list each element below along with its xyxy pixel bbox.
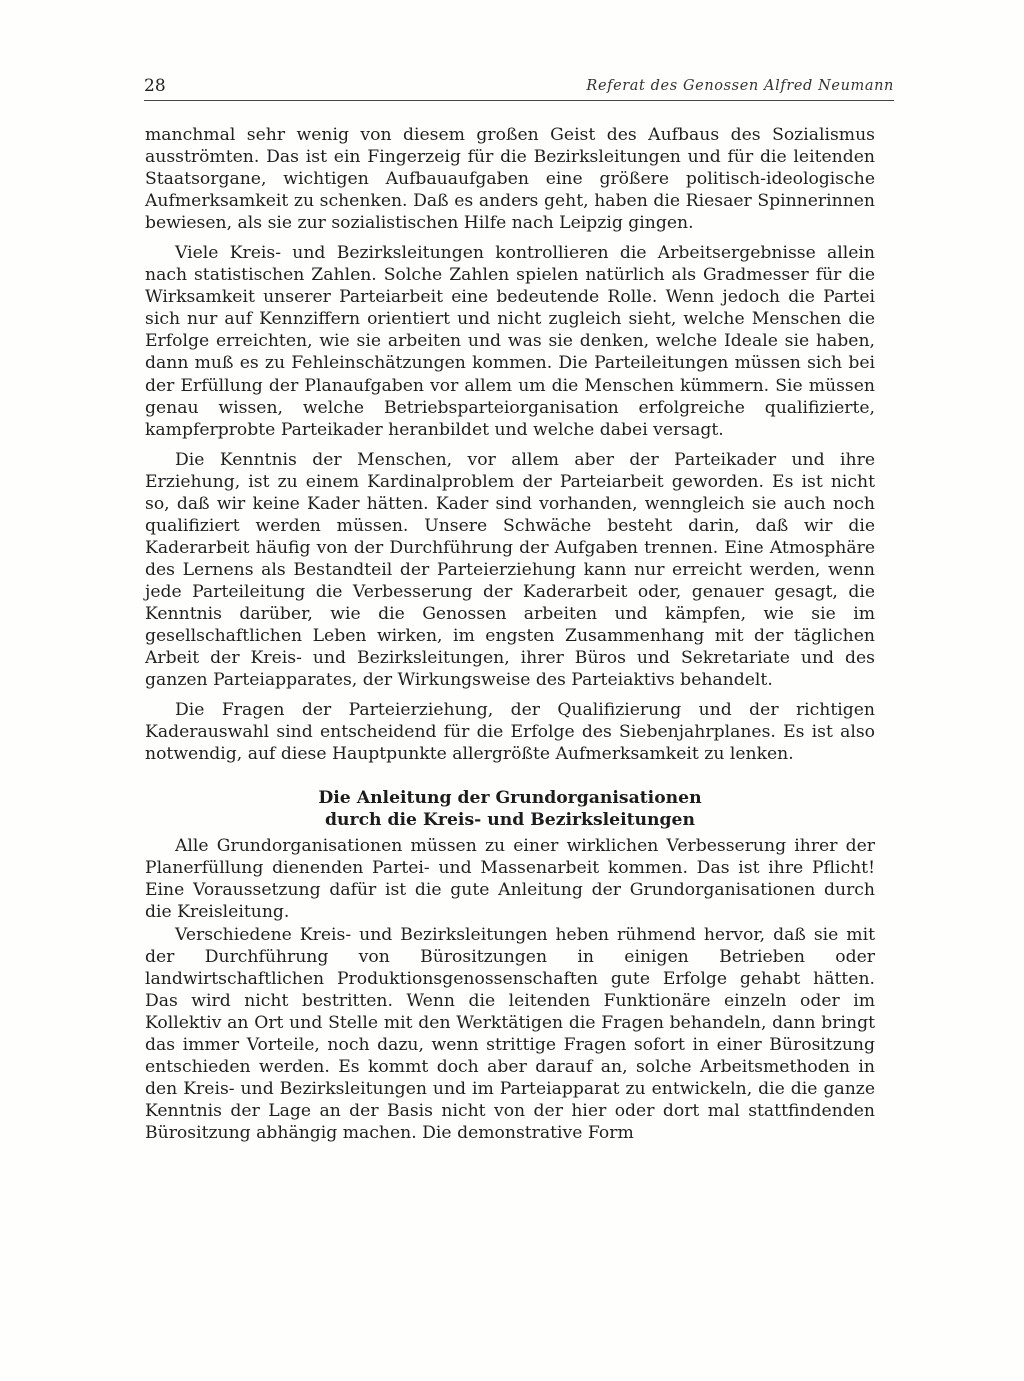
paragraph-2: Viele Kreis- und Bezirksleitungen kontrollieren die Arbeitsergebnisse allein nach statistischen Zahlen. Solche Zahlen spielen natürlich als Gradmesser für die Wirksamkeit unserer Parteiarbeit eine bedeutende Rolle. Wenn jedoch die Partei sich nur auf Kennziffern orientiert und nicht zugleich sieht, welche Menschen die Erfolge erreichten, wie sie arbeiten und was sie denken, welche Ideale sie haben, dann muß es zu Fehleinschätzungen kommen. Die Parteileitungen müssen sich bei der Erfüllung der Planaufgaben vor allem um die Menschen kümmern. Sie müssen genau wissen, welche Betriebsparteiorganisation erfolgreiche qualifizierte, kampferprobte Parteikader heranbildet und welche dabei versagt.	[145, 243, 875, 440]
header-rule	[144, 100, 894, 101]
paragraph-5: Alle Grundorganisationen müssen zu einer wirklichen Verbesserung ihrer der Planerfüllung dienenden Partei- und Massenarbeit kommen. Das ist ihre Pflicht! Eine Voraussetzung dafür ist die gute Anleitung der Grundorganisationen durch die Kreisleitung.	[145, 836, 875, 923]
body-text	[145, 124, 875, 1144]
section-heading-line-2: durch die Kreis- und Bezirksleitungen	[325, 810, 695, 831]
paragraph-6: Verschiedene Kreis- und Bezirksleitungen heben rühmend hervor, daß sie mit der Durchführung von Bürositzungen in einigen Betrieben oder landwirtschaftlichen Produktionsgenossenschaften gute Erfolge gehabt hätten. Das wird nicht bestritten. Wenn die leitenden Funktionäre einzeln oder im Kollektiv an Ort und Stelle mit den Werktätigen die Fragen behandeln, dann bringt das immer Vorteile, noch dazu, wenn strittige Fragen sofort in einer Bürositzung entschieden werden. Es kommt doch aber darauf an, solche Arbeitsmethoden in den Kreis- und Bezirksleitungen und im Parteiapparat zu entwickeln, die die ganze Kenntnis der Lage an der Basis nicht von der hier oder dort mal stattfindenden Bürositzung abhängig machen. Die demonstrative Form	[145, 924, 875, 1143]
paragraph-4: Die Fragen der Parteierziehung, der Qualifizierung und der richtigen Kaderauswahl sind entscheidend für die Erfolge des Siebenjahrplanes. Es ist also notwendig, auf diese Hauptpunkte allergrößte Aufmerksamkeit zu lenken.	[145, 700, 875, 765]
paragraph-1: manchmal sehr wenig von diesem großen Geist des Aufbaus des Sozialismus ausströmten. Das ist ein Fingerzeig für die Bezirksleitungen und für die leitenden Staatsorgane, wichtigen Aufbauaufgaben eine größere politisch-ideologische Aufmerksamkeit zu schenken. Daß es anders geht, haben die Riesaer Spinnerinnen bewiesen, als sie zur sozialistischen Hilfe nach Leipzig gingen.	[145, 125, 875, 234]
section-heading	[145, 787, 875, 831]
running-head: Referat des Genossen Alfred Neumann	[586, 78, 894, 94]
paragraph-3: Die Kenntnis der Menschen, vor allem aber der Parteikader und ihre Erziehung, ist zu einem Kardinalproblem der Parteiarbeit geworden. Es ist nicht so, daß wir keine Kader hätten. Kader sind vorhanden, wenngleich sie auch noch qualifiziert werden müssen. Unsere Schwäche besteht darin, daß wir die Kaderarbeit häufig von der Durchführung der Aufgaben trennen. Eine Atmosphäre des Lernens als Bestandteil der Parteierziehung kann nur erreicht werden, wenn jede Parteileitung die Verbesserung der Kaderarbeit oder, genauer gesagt, die Kenntnis darüber, wie die Genossen arbeiten und kämpfen, wie sie im gesellschaftlichen Leben wirken, im engsten Zusammenhang mit der täglichen Arbeit der Kreis- und Bezirksleitungen, ihrer Büros und Sekretariate und des ganzen Parteiapparates, der Wirkungsweise des Parteiaktivs behandelt.	[145, 449, 875, 691]
section-heading-line-1: Die Anleitung der Grundorganisationen	[318, 788, 702, 809]
page-number: 28	[144, 76, 166, 96]
page-header	[144, 72, 894, 102]
